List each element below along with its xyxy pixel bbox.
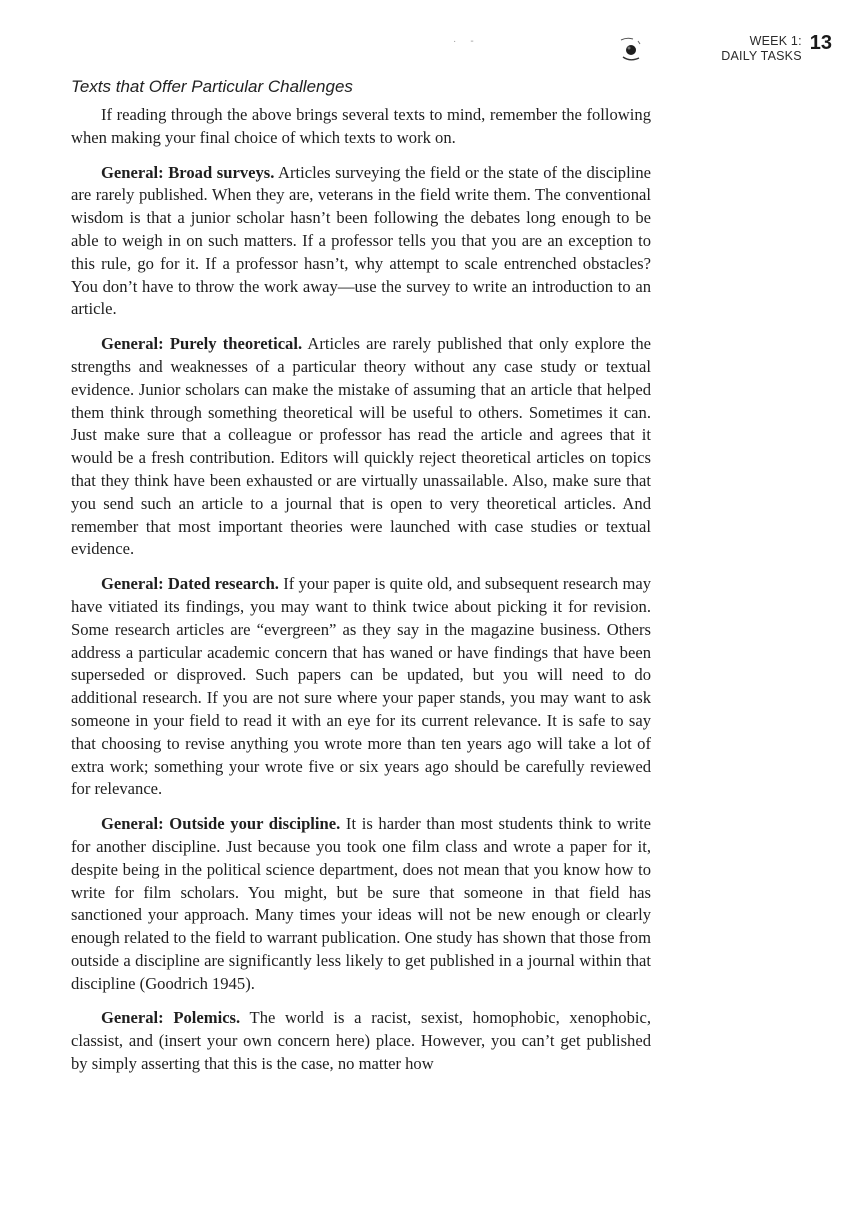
running-head-week: WEEK 1: [749, 34, 802, 48]
paragraph-lead: General: Broad surveys. [101, 162, 275, 182]
running-head-section: DAILY TASKS [721, 49, 802, 63]
paragraph-outside-discipline [71, 813, 651, 995]
paragraph-lead: General: Outside your discipline. [101, 814, 341, 834]
running-head-label [721, 34, 801, 64]
paragraph-lead: General: Polemics. [101, 1008, 241, 1028]
paragraph-lead: General: Dated research. [101, 574, 279, 594]
paragraph-body: If your paper is quite old, and subsequent research may have vitiated its findings, you may want to think twice about picking it for revision. Some research articles are “evergreen” as they say in the magazine business. Others address a particular academic concern that has waned or have findings that have been superseded or disproved. Such papers can be updated, but you will need to do additional research. If you are not sure where your paper stands, you may want to ask someone in your field to read it with an eye for its current relevance. It is safe to say that choosing to revise anything you wrote more than ten years ago will take a lot of extra work; something your wrote five or six years ago should be carefully reviewed for relevance. [71, 574, 652, 799]
paragraph-polemics [71, 1007, 651, 1075]
running-head [721, 34, 832, 64]
section-heading: Texts that Offer Particular Challenges [71, 77, 353, 96]
scan-blot-icon [618, 36, 644, 64]
paragraph-body: The world is a racist, sexist, homophobic, xenophobic, classist, and (insert your own concern here) place. However, you can’t get published by simply asserting that this is the case, no matter how [71, 1008, 651, 1074]
page-body [71, 76, 651, 1088]
scan-specks: ·- [453, 36, 488, 47]
paragraph-body: It is harder than most students think to write for another discipline. Just because you took one film class and wrote a paper for it, despite being in the political science department, does not mean that you know how to write for film scholars. You might, but be sure that someone in that field has sanctioned your approach. Many times your ideas will not be new enough or clearly enough related to the field to warrant publication. One study has shown that those from outside a discipline are significantly less likely to get published in a journal within that discipline (Goodrich 1945). [71, 814, 651, 993]
intro-paragraph: If reading through the above brings several texts to mind, remember the following when making your final choice of which texts to work on. [71, 105, 651, 147]
paragraph-body: Articles are rarely published that only explore the strengths and weaknesses of a particular theory without any case study or textual evidence. Junior scholars can make the mistake of assuming that an article that helped them think through something theoretical will be useful to others. Sometimes it can. Just make sure that a colleague or professor has read the article and agrees that it would be a fresh contribution. Editors will quickly reject theoretical articles on topics that they think have been exhausted or are virtually unassailable. Also, make sure that you send such an article to a journal that is open to very theoretical articles. And remember that most important theories were launched with case studies or textual evidence. [71, 334, 651, 559]
page-number: 13 [809, 32, 832, 54]
paragraph-purely-theoretical [71, 333, 651, 561]
paragraph-body: Articles surveying the field or the state of the discipline are rarely published. When they are, veterans in the field write them. The conventional wisdom is that a junior scholar hasn’t been following the debates long enough to be able to weigh in on such matters. If a professor tells you that you are an exception to this rule, go for it. If a professor hasn’t, why attempt to scale entrenched obstacles? You don’t have to throw the work away—use the survey to write an introduction to an article. [71, 162, 651, 319]
paragraph-broad-surveys [71, 162, 651, 322]
paragraph-dated-research [71, 573, 651, 801]
paragraph-lead: General: Purely theoretical. [101, 334, 303, 354]
